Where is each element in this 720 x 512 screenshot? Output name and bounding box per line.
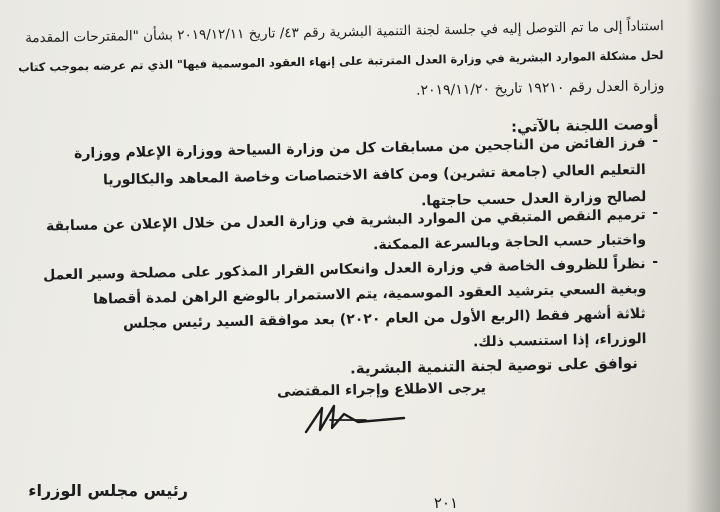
page-edge-shadow [686,0,720,512]
item3-line2: وبغية السعي بترشيد العقود الموسمية، يتم الاستمرار بالوضع الراهن لمدة أقصاها [92,281,647,308]
item3-line3: ثلاثة أشهر فقط (الربع الأول من العام ٢٠٢٠) بعد موافقة السيد رئيس مجلس [123,306,647,333]
handwritten-signature [300,400,410,440]
bullet-dash: - [652,254,658,270]
paragraph1-line2: لحل مشكلة الموارد البشرية في وزارة العدل المترتبة على إنهاء العقود الموسمية فيها" الذي تم عرضه بموجب كتاب [18,48,665,75]
agree-line: نوافق على توصية لجنة التنمية البشرية. [350,354,639,378]
bullet-dash: - [652,133,658,149]
paragraph1-line1: استناداً إلى ما تم التوصل إليه في جلسة لجنة التنمية البشرية رقم ٤٣/ تاريخ ٢٠١٩/١٢/١١ بشأن "المقترحات المقدمة [25,18,665,47]
item1-line3: لصالح وزارة العدل حسب حاجتها. [420,189,647,210]
item1-line1: فرز الفائض من الناجحين من مسابقات كل من وزارة السياحة ووزارة الإعلام ووزارة [74,135,647,162]
recommendations-heading: أوصت اللجنة بالآتي: [510,115,659,136]
item2-line1: ترميم النقص المتبقي من الموارد البشرية في وزارة العدل من خلال الإعلان عن مسابقة [46,207,647,235]
item3-line4: الوزراء، إذا استنسب ذلك. [472,331,647,351]
item1-line2: التعليم العالي (جامعة تشرين) ومن كافة الاختصاصات وخاصة المعاهد والبكالوريا [103,162,647,189]
signature-title: رئيس مجلس الوزراء [28,481,188,500]
bullet-dash: - [652,205,658,221]
bottom-number: ٢٠١ [433,494,458,512]
item2-line2: واختبار حسب الحاجة وبالسرعة الممكنة. [372,232,647,254]
item3-line1: نظراً للظروف الخاصة في وزارة العدل وانعكاس القرار المذكور على مصلحة وسير العمل [43,256,647,284]
paragraph1-line3: وزارة العدل رقم ١٩٢١٠ تاريخ ٢٠١٩/١١/٢٠. [415,78,665,99]
request-line: يرجى الاطلاع وإجراء المقتضى [276,380,487,401]
